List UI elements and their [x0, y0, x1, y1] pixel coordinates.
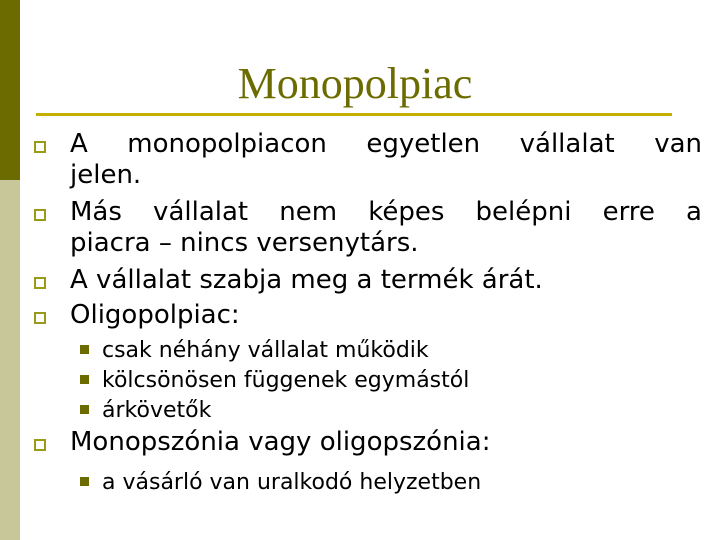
- sub-bullet-text: a vásárló van uralkodó helyzetben: [102, 470, 482, 495]
- bullet-text: A vállalat szabja meg a termék árát.: [70, 265, 543, 295]
- square-bullet-icon: [34, 141, 46, 153]
- sub-bullet-text: árkövetők: [102, 398, 212, 423]
- sub-bullet-text: kölcsönösen függenek egymástól: [102, 368, 470, 393]
- slide-title: Monopolpiac: [237, 59, 473, 108]
- square-bullet-icon: [34, 439, 46, 451]
- square-sub-bullet-icon: [80, 375, 89, 384]
- sub-bullet-text: csak néhány vállalat működik: [102, 338, 429, 363]
- bullet-text: Oligopolpiac:: [70, 300, 240, 330]
- bullet-text: A monopolpiacon egyetlen vállalat van: [70, 129, 702, 159]
- square-bullet-icon: [34, 277, 46, 289]
- square-bullet-icon: [34, 209, 46, 221]
- square-sub-bullet-icon: [80, 477, 89, 486]
- square-sub-bullet-icon: [80, 405, 89, 414]
- bullet-text-continued: piacra – nincs versenytárs.: [70, 228, 419, 258]
- square-sub-bullet-icon: [80, 345, 89, 354]
- bullet-text-continued: jelen.: [70, 160, 142, 190]
- bullet-text: Más vállalat nem képes belépni erre a: [70, 197, 702, 227]
- square-bullet-icon: [34, 312, 46, 324]
- bullet-text: Monopszónia vagy oligopszónia:: [70, 427, 491, 457]
